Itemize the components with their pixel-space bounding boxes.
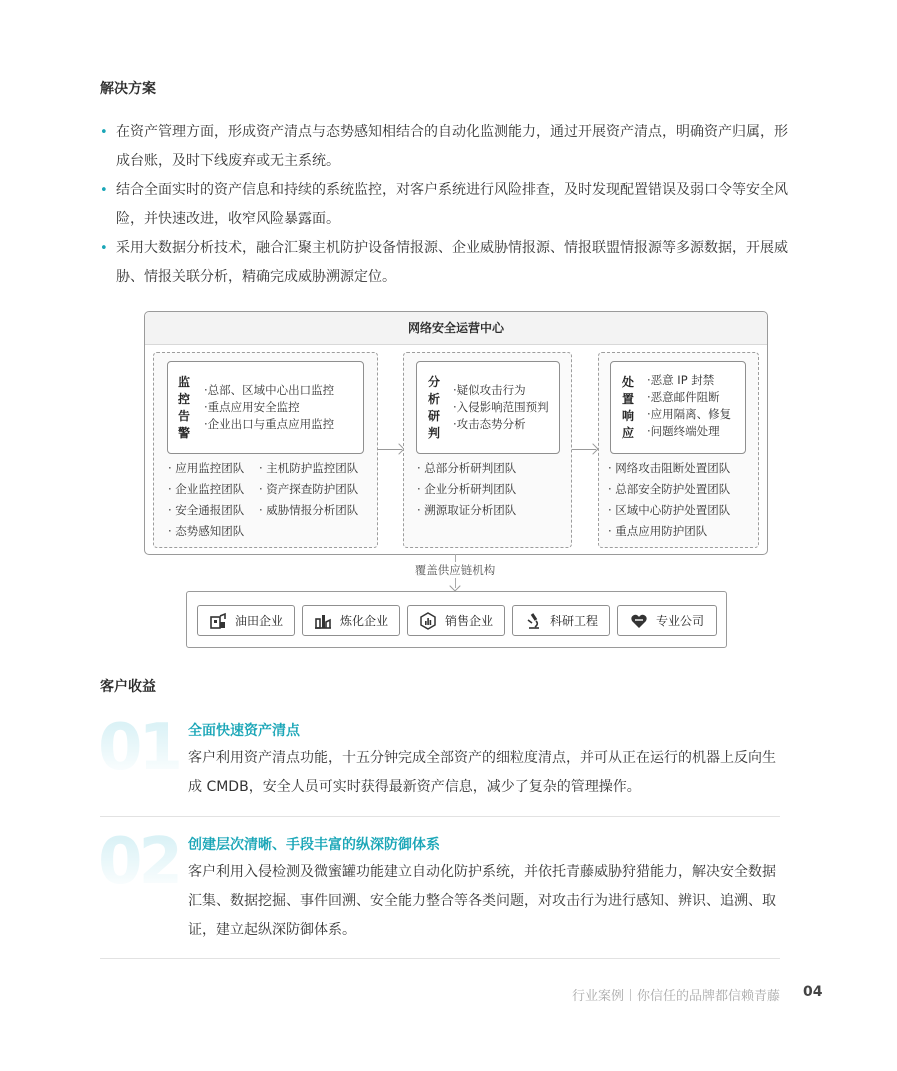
response-teams (608, 458, 730, 542)
team-item: · 总部安全防护处置团队 (608, 482, 731, 496)
supply-label: 油田企业 (234, 614, 283, 628)
supply-professional (617, 605, 717, 636)
analysis-items (453, 382, 549, 433)
supply-research (512, 605, 610, 636)
monitor-title: 监控告警 (177, 375, 190, 440)
oil-field-icon (209, 612, 227, 630)
benefit-number: 02 (98, 825, 180, 899)
team-item: · 应用监控团队 (168, 461, 245, 475)
solution-title: 解决方案 (100, 81, 156, 97)
page-number: 04 (803, 984, 823, 1000)
divider (100, 958, 780, 959)
supply-label: 销售企业 (444, 614, 493, 628)
analysis-item: ·入侵影响范围预判 (453, 400, 549, 414)
benefit-number: 01 (98, 711, 180, 785)
team-item: · 威胁情报分析团队 (259, 503, 359, 517)
team-item: · 态势感知团队 (168, 524, 245, 538)
heart-badge-icon (630, 612, 648, 630)
team-item: · 安全通报团队 (168, 503, 245, 517)
monitor-item: ·总部、区域中心出口监控 (204, 383, 335, 397)
benefits-title: 客户收益 (100, 679, 156, 695)
benefit-title: 全面快速资产清点 (188, 723, 300, 739)
solution-bullet: • 结合全面实时的资产信息和持续的系统监控，对客户系统进行风险排查，及时发现配置错误及弱口令等安全风险，并快速改进，收窄风险暴露面。 (100, 176, 800, 234)
footer-separator (630, 989, 631, 1001)
solution-bullet: • 在资产管理方面，形成资产清点与态势感知相结合的自动化监测能力，通过开展资产清点，明确资产归属，形成台账，及时下线废弃或无主系统。 (100, 118, 800, 176)
analysis-item: ·攻击态势分析 (453, 417, 526, 431)
benefit-text: 客户利用入侵检测及微蜜罐功能建立自动化防护系统，并依托青藤威胁狩猎能力，解决安全数据汇集、数据挖掘、事件回溯、安全能力整合等各类问题，对攻击行为进行感知、辨识、追溯、取证，建立起纵深防御体系。 (188, 864, 776, 938)
team-item: · 企业监控团队 (168, 482, 245, 496)
analysis-box (416, 361, 560, 454)
footer-slogan: 你信任的品牌都信赖青藤 (637, 989, 781, 1004)
team-item: · 主机防护监控团队 (259, 461, 359, 475)
team-item: · 网络攻击阻断处置团队 (608, 461, 731, 475)
center-title: 网络安全运营中心 (145, 312, 767, 345)
supply-refinery (302, 605, 400, 636)
footer-category: 行业案例 (572, 989, 625, 1004)
response-item: ·应用隔离、修复 (647, 407, 732, 421)
team-item: · 区域中心防护处置团队 (608, 503, 731, 517)
analysis-teams (417, 458, 516, 521)
response-item: ·恶意 IP 封禁 (647, 373, 715, 387)
team-item: · 重点应用防护团队 (608, 524, 708, 538)
response-items (647, 372, 731, 440)
monitor-group (153, 352, 378, 548)
cover-label: 覆盖供应链机构 (414, 563, 496, 577)
refinery-icon (314, 612, 332, 630)
monitor-items (204, 382, 334, 433)
monitor-teams-left (168, 458, 244, 542)
supply-oil-field (197, 605, 295, 636)
sales-chart-icon (419, 612, 437, 630)
supply-label: 专业公司 (655, 614, 704, 628)
supply-chain-frame (186, 591, 727, 648)
response-item: ·问题终端处理 (647, 424, 720, 438)
analysis-group (403, 352, 572, 548)
team-item: · 总部分析研判团队 (417, 461, 517, 475)
solution-bullet-list (100, 118, 800, 292)
monitor-item: ·企业出口与重点应用监控 (204, 417, 335, 431)
response-box (610, 361, 746, 454)
benefit-title: 创建层次清晰、手段丰富的纵深防御体系 (188, 837, 440, 853)
response-group (598, 352, 759, 548)
analysis-item: ·疑似攻击行为 (453, 383, 526, 397)
monitor-item: ·重点应用安全监控 (204, 400, 300, 414)
benefit-text: 客户利用资产清点功能，十五分钟完成全部资产的细粒度清点，并可从正在运行的机器上反向生成 CMDB，安全人员可实时获得最新资产信息，减少了复杂的管理操作。 (188, 750, 776, 795)
supply-sales (407, 605, 505, 636)
footer-text (572, 985, 780, 1004)
solution-bullet: • 采用大数据分析技术，融合汇聚主机防护设备情报源、企业威胁情报源、情报联盟情报源等多源数据，开展威胁、情报关联分析，精确完成威胁溯源定位。 (100, 234, 800, 292)
team-item: · 资产探查防护团队 (259, 482, 359, 496)
team-item: · 溯源取证分析团队 (417, 503, 517, 517)
supply-label: 科研工程 (549, 614, 598, 628)
team-item: · 企业分析研判团队 (417, 482, 517, 496)
arrow-right-icon (378, 449, 402, 450)
monitor-box (167, 361, 364, 454)
response-item: ·恶意邮件阻断 (647, 390, 720, 404)
microscope-icon (524, 612, 542, 630)
monitor-teams-right (259, 458, 358, 521)
divider (100, 816, 780, 817)
supply-label: 炼化企业 (339, 614, 388, 628)
connector-line (455, 554, 456, 562)
analysis-title: 分析研判 (427, 375, 440, 440)
response-title: 处置响应 (621, 375, 634, 440)
arrow-right-icon (572, 449, 596, 450)
security-operations-center-frame (144, 311, 768, 555)
